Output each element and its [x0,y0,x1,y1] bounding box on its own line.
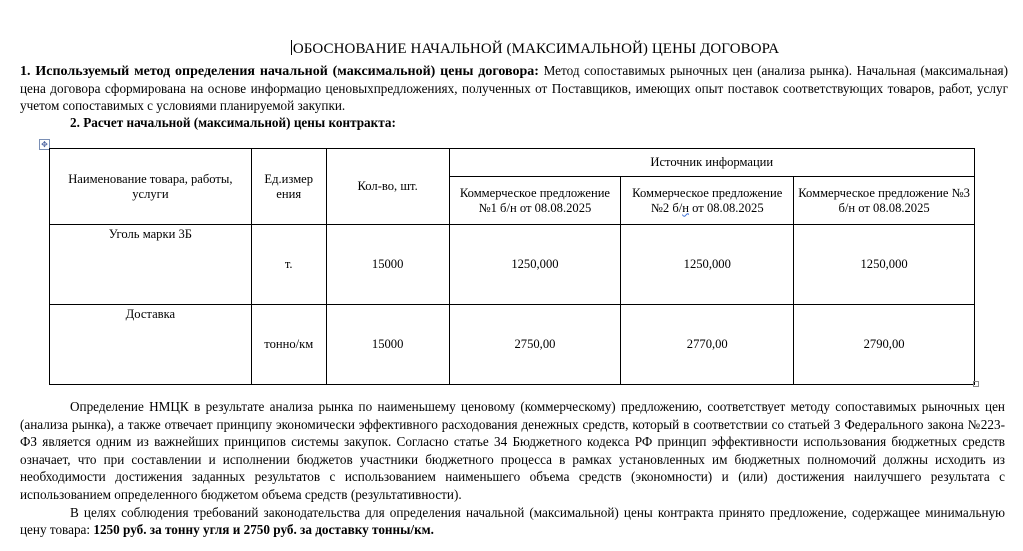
section-1-paragraph[interactable] [20,62,1008,114]
cell-price-3: 2790,00 [794,305,975,385]
justification-text[interactable] [20,398,1005,539]
document-title [0,40,1023,58]
cell-price-2: 1250,000 [621,225,794,305]
cell-price-1: 2750,00 [449,305,621,385]
section-1-heading: 1. Используемый метод определения начальной (максимальной) цены договора: [20,64,539,79]
cell-price-2: 2770,00 [621,305,794,385]
body-paragraph-2-text: В целях соблюдения требований законодательства для определения начальной (максимальной) цены контракта принято предложение, содержащее минимальную цену товара: [20,504,1005,538]
header-unit: Ед.измер ения [251,149,326,225]
cell-qty: 15000 [326,305,449,385]
text-cursor [291,40,292,55]
table-row [50,225,975,305]
header-offer-1: Коммерческое предложение №1 б/н от 08.08.2025 [449,177,621,225]
section-2-heading[interactable]: 2. Расчет начальной (максимальной) цены контракта: [70,115,396,130]
document-title-text: ОБОСНОВАНИЕ НАЧАЛЬНОЙ (МАКСИМАЛЬНОЙ) ЦЕНЫ ДОГОВОРА [292,41,780,57]
cell-price-1: 1250,000 [449,225,621,305]
header-offer-2-part-b: от 08.08.2025 [689,200,764,215]
cell-unit: тонно/км [251,305,326,385]
header-offer-2-part-a: Коммерческое предложение №2 б/ [632,185,783,215]
cell-name: Уголь марки 3Б [50,225,252,305]
body-paragraph-2-bold: 1250 руб. за тонну угля и 2750 руб. за доставку тонны/км. [93,522,434,538]
section-1-text: Метод сопоставимых рыночных цен (анализа рынка). Начальная (максимальная) цена договора сформирована на основе информацио ценовыхпредложениях, полученных от Поставщиков, имеющих опыт поставок соответствующих товаров, работ, услуг учетом сопоставимых с условиями планируемой закупки. [20,63,1008,113]
table-row [50,305,975,385]
header-offer-2 [621,177,794,225]
body-paragraph-1: Определение НМЦК в результате анализа рынка по наименьшему ценовому (коммерческому) предложению, соответствует методу сопоставимых рыночных цен (анализа рынка), а также отвечает принципу экономически эффективного расходования денежных средств, который в соответствии со статьей 3 Федерального закона №223-ФЗ является одним из важнейших принципов системы закупок. Согласно статье 34 Бюджетного кодекса РФ принцип эффективности использования бюджетных средств означает, что при составлении и исполнении бюджетов участники бюджетного процесса в рамках установленных им бюджетных полномочий должны исходить из необходимости достижения заданных результатов с использованием наименьшего объема средств (экономности) и (или) достижения наилучшего результата с использованием определенного бюджетом объема средств (результативности). [20,399,1005,502]
cell-qty: 15000 [326,225,449,305]
cell-price-3: 1250,000 [794,225,975,305]
table-move-handle-icon[interactable]: ✥ [39,139,50,150]
price-table[interactable] [49,148,975,385]
header-source: Источник информации [449,149,974,177]
body-paragraph-2 [20,504,1005,539]
cell-name: Доставка [50,305,252,385]
cell-unit: т. [251,225,326,305]
header-offer-3: Коммерческое предложение №3 б/н от 08.08.2025 [794,177,975,225]
table-header-row [50,149,975,177]
table-resize-handle[interactable] [973,381,979,387]
spellcheck-mark: н [682,200,690,215]
header-qty: Кол-во, шт. [326,149,449,225]
header-name: Наименование товара, работы, услуги [50,149,252,225]
